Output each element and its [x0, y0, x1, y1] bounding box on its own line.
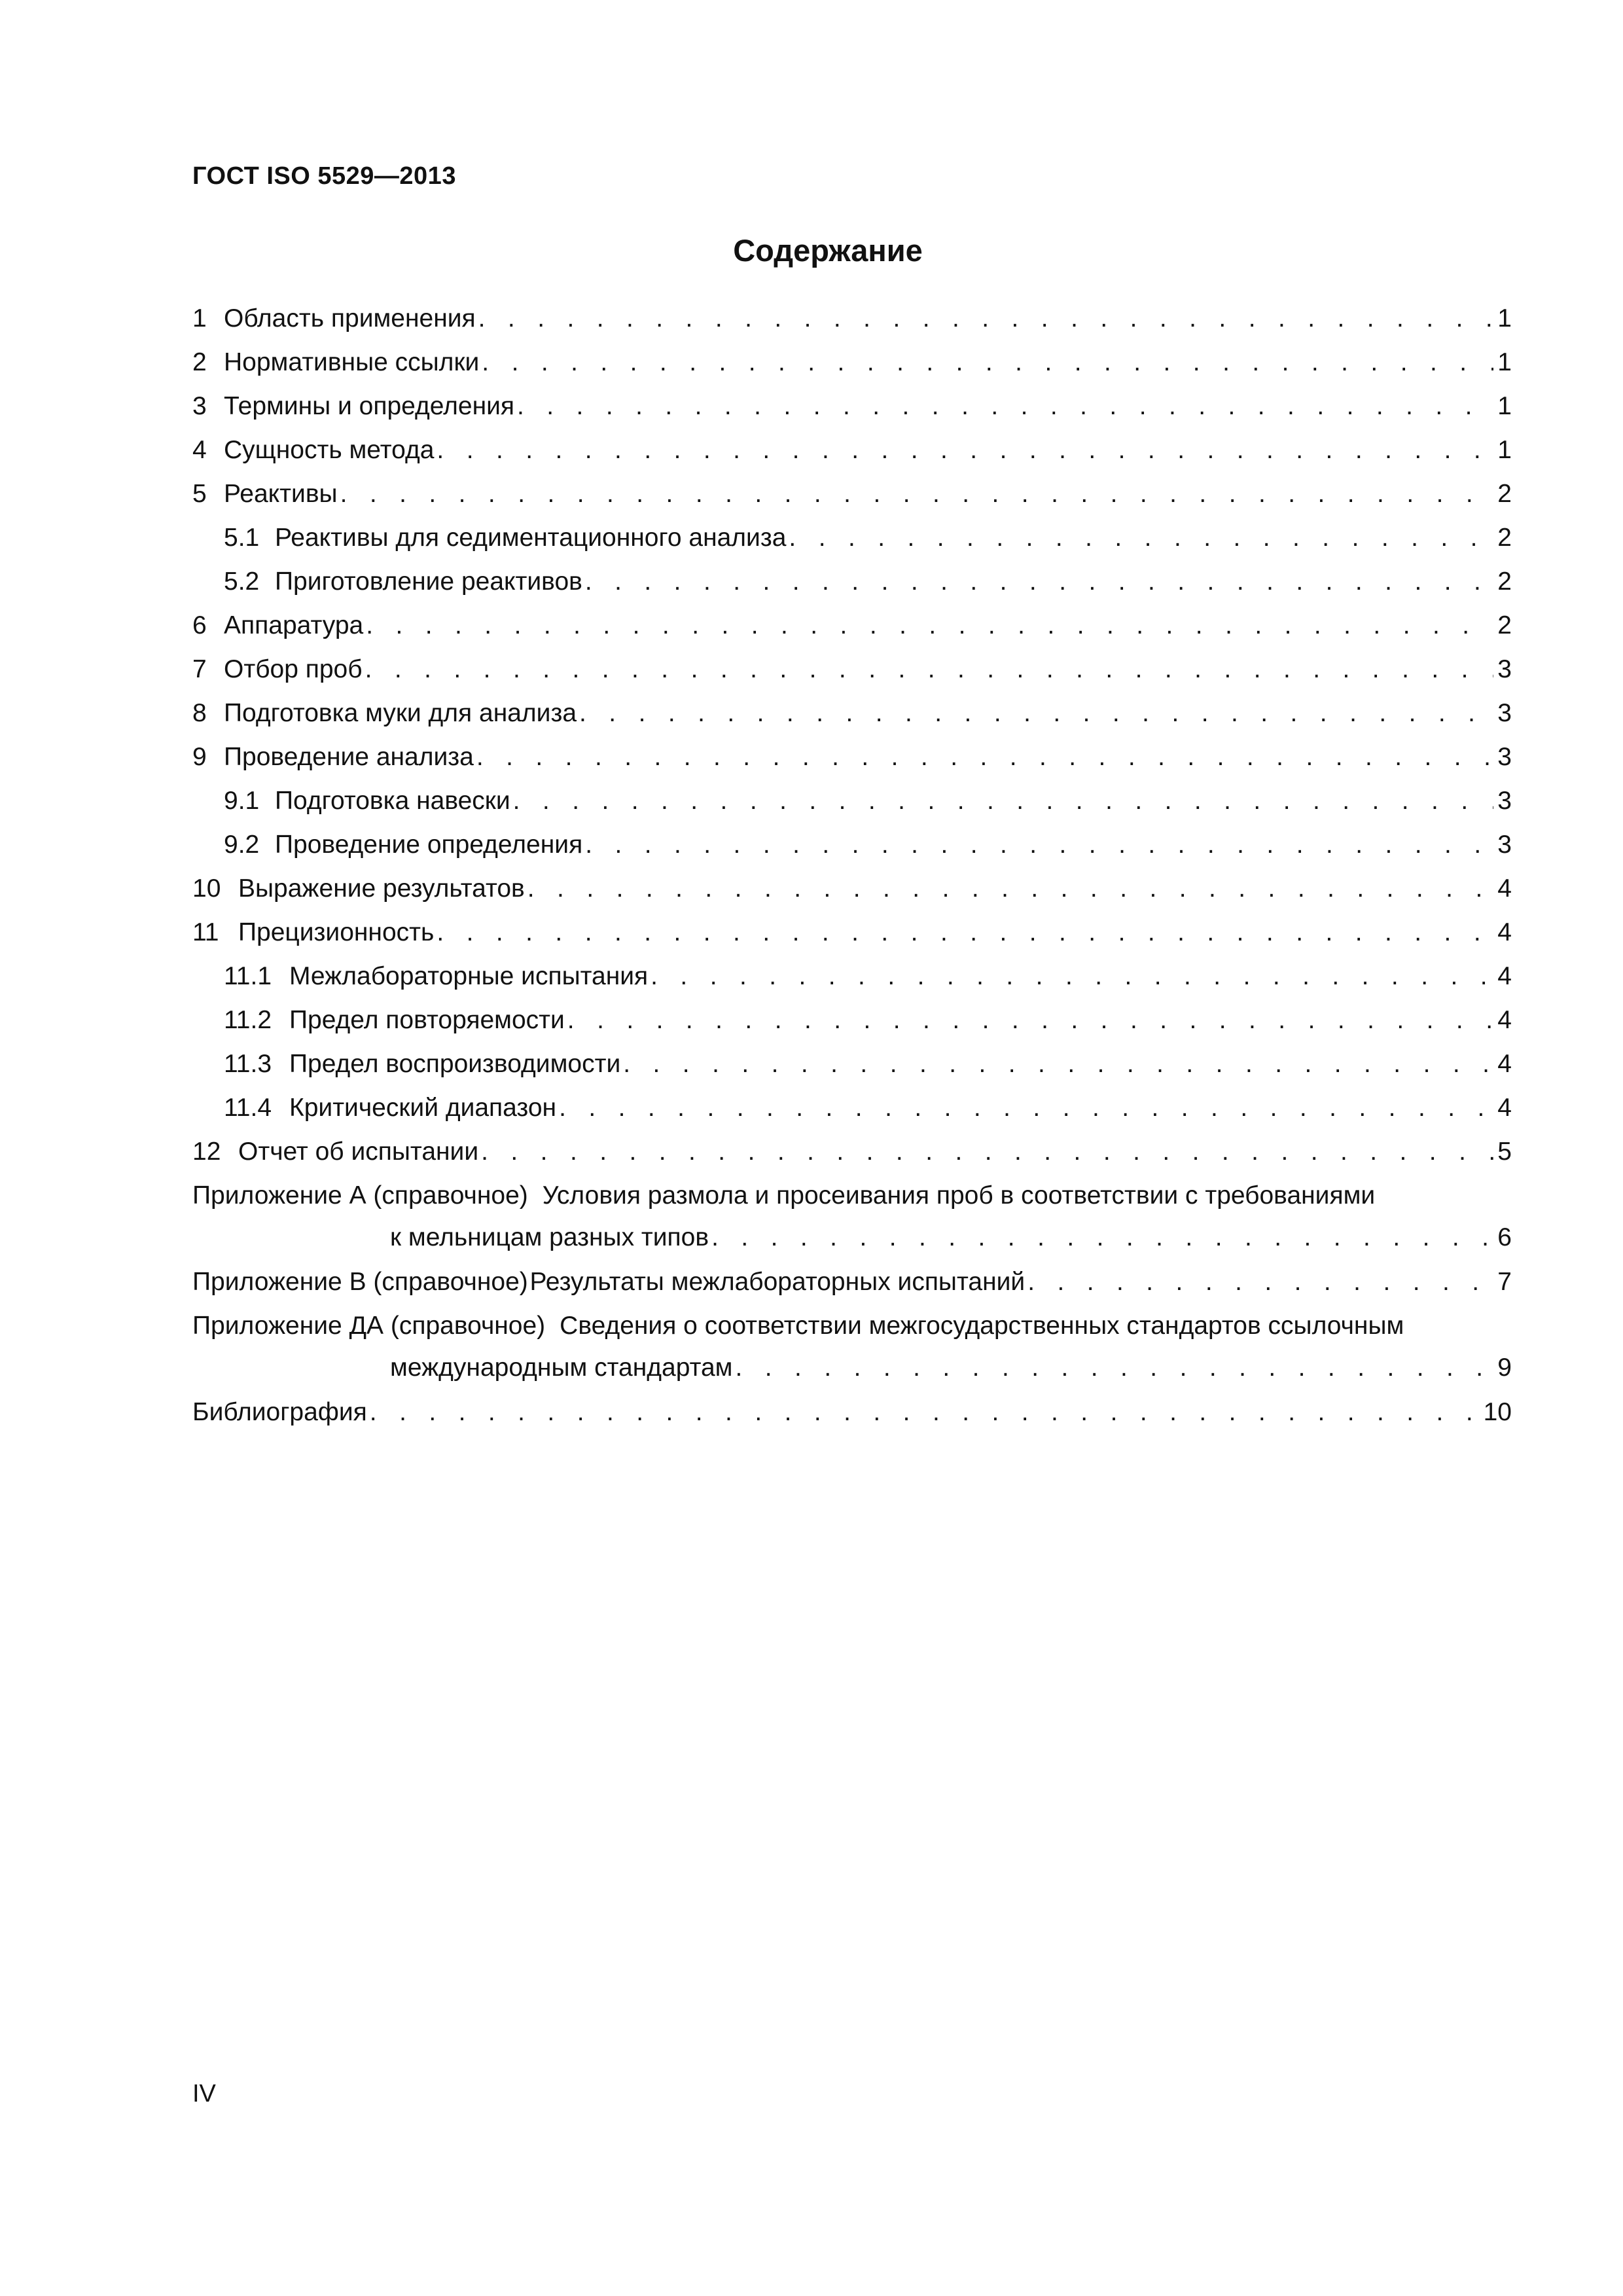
toc-leader-dots	[736, 1347, 1494, 1389]
toc-entry-11-1[interactable]	[192, 956, 1512, 999]
toc-leader-dots	[585, 561, 1493, 603]
toc-entry-5[interactable]	[192, 473, 1512, 517]
toc-entry-text: Термины и определения	[224, 392, 515, 420]
toc-entry-page: 4	[1497, 962, 1512, 990]
toc-entry-text: Отчет об испытании	[238, 1138, 479, 1166]
toc-leader-dots	[527, 868, 1493, 910]
toc-entry-11[interactable]	[192, 912, 1512, 956]
toc-entry-page: 3	[1497, 699, 1512, 727]
toc-entry-number: 6	[192, 611, 207, 639]
toc-entry-text: Реактивы для седиментационного анализа	[275, 524, 787, 552]
toc-leader-dots	[476, 736, 1493, 778]
toc-entry-3[interactable]	[192, 386, 1512, 429]
toc-entry-5-1[interactable]	[192, 517, 1512, 561]
toc-entry-page: 4	[1497, 918, 1512, 946]
toc-entry-number: 9.2	[224, 831, 260, 859]
toc-entry-page: 9	[1497, 1354, 1512, 1382]
toc-entry-page: 4	[1497, 1006, 1512, 1034]
toc-entry-page: 2	[1497, 480, 1512, 508]
toc-entry-text: Нормативные ссылки	[224, 348, 480, 376]
toc-entry-9-1[interactable]	[192, 780, 1512, 824]
appendix-title: Результаты межлабораторных испытаний	[529, 1268, 1026, 1296]
toc-entry-number: 8	[192, 699, 207, 727]
toc-entry-text: Подготовка муки для анализа	[224, 699, 577, 727]
toc-entry-page: 10	[1483, 1398, 1512, 1426]
toc-entry-number: 11.4	[224, 1094, 272, 1122]
toc-entry-text: Критический диапазон	[289, 1094, 557, 1122]
toc-entry-text: Приготовление реактивов	[275, 567, 582, 596]
appendix-title-continued: к мельницам разных типов	[390, 1223, 709, 1251]
toc-leader-dots	[1027, 1261, 1493, 1303]
appendix-title-continued: международным стандартам	[390, 1354, 733, 1382]
toc-entry-number: 1	[192, 304, 207, 332]
toc-leader-dots	[517, 386, 1493, 427]
toc-entry-5-2[interactable]	[192, 561, 1512, 605]
toc-appendix-b[interactable]	[192, 1261, 1512, 1305]
toc-entry-text: Проведение анализа	[224, 743, 474, 771]
toc-entry-number: 9.1	[224, 787, 260, 815]
toc-entry-12[interactable]	[192, 1131, 1512, 1175]
toc-entry-number: 3	[192, 392, 207, 420]
toc-entry-page: 1	[1497, 304, 1512, 332]
toc-entry-page: 4	[1497, 1094, 1512, 1122]
toc-entry-1[interactable]	[192, 298, 1512, 342]
toc-entry-9-2[interactable]	[192, 824, 1512, 868]
page-title: Содержание	[733, 233, 923, 268]
toc-leader-dots	[567, 999, 1493, 1041]
toc-entry-11-4[interactable]	[192, 1087, 1512, 1131]
toc-entry-page: 7	[1497, 1268, 1512, 1296]
toc-entry-number: 11	[192, 918, 219, 946]
toc-entry-9[interactable]	[192, 736, 1512, 780]
toc-entry-number: 11.3	[224, 1050, 272, 1078]
toc-entry-page: 3	[1497, 743, 1512, 771]
toc-entry-text: Прецизионность	[238, 918, 435, 946]
toc-entry-number: 12	[192, 1138, 221, 1166]
toc-entry-text: Проведение определения	[275, 831, 583, 859]
toc-leader-dots	[513, 780, 1493, 822]
toc-entry-number: 5.1	[224, 524, 260, 552]
toc-entry-page: 2	[1497, 524, 1512, 552]
toc-appendix-a[interactable]	[192, 1175, 1512, 1261]
toc-entry-text: Предел воспроизводимости	[289, 1050, 621, 1078]
toc-entry-page: 1	[1497, 348, 1512, 376]
toc-leader-dots	[579, 692, 1493, 734]
appendix-title: Условия размола и просеивания проб в соответствии с требованиями	[542, 1181, 1376, 1210]
toc-leader-dots	[340, 473, 1493, 515]
toc-entry-4[interactable]	[192, 429, 1512, 473]
table-of-contents	[192, 298, 1512, 1435]
toc-entry-page: 2	[1497, 611, 1512, 639]
toc-entry-number: 10	[192, 874, 221, 903]
toc-entry-page: 6	[1497, 1223, 1512, 1251]
toc-entry-page: 3	[1497, 787, 1512, 815]
toc-entry-text: Область применения	[224, 304, 476, 332]
toc-leader-dots	[559, 1087, 1493, 1129]
toc-entry-2[interactable]	[192, 342, 1512, 386]
toc-entry-text: Аппаратура	[224, 611, 364, 639]
toc-entry-8[interactable]	[192, 692, 1512, 736]
toc-leader-dots	[370, 1391, 1480, 1433]
toc-entry-page: 4	[1497, 1050, 1512, 1078]
toc-entry-number: 4	[192, 436, 207, 464]
toc-entry-page: 1	[1497, 436, 1512, 464]
toc-entry-number: 5.2	[224, 567, 260, 596]
toc-entry-page: 2	[1497, 567, 1512, 596]
appendix-label: Приложение ДА (справочное)	[192, 1312, 546, 1340]
toc-leader-dots	[437, 912, 1493, 954]
toc-leader-dots	[437, 429, 1493, 471]
toc-entry-text: Отбор проб	[224, 655, 363, 683]
toc-entry-number: 11.1	[224, 962, 272, 990]
toc-leader-dots	[585, 824, 1493, 866]
toc-leader-dots	[789, 517, 1493, 559]
toc-entry-11-2[interactable]	[192, 999, 1512, 1043]
toc-entry-7[interactable]	[192, 649, 1512, 692]
toc-entry-page: 3	[1497, 831, 1512, 859]
toc-entry-text: Сущность метода	[224, 436, 435, 464]
toc-entry-page: 3	[1497, 655, 1512, 683]
toc-leader-dots	[365, 649, 1493, 691]
toc-bibliography[interactable]	[192, 1391, 1512, 1435]
toc-entry-text: Библиография	[192, 1398, 367, 1426]
toc-entry-page: 5	[1497, 1138, 1512, 1166]
appendix-label: Приложение В (справочное)	[192, 1268, 528, 1296]
toc-entry-number: 7	[192, 655, 207, 683]
toc-appendix-da[interactable]	[192, 1305, 1512, 1391]
toc-leader-dots	[482, 342, 1493, 384]
toc-leader-dots	[366, 605, 1493, 647]
toc-entry-text: Предел повторяемости	[289, 1006, 565, 1034]
toc-entry-number: 2	[192, 348, 207, 376]
toc-entry-10[interactable]	[192, 868, 1512, 912]
toc-entry-11-3[interactable]	[192, 1043, 1512, 1087]
appendix-title: Сведения о соответствии межгосударственных стандартов ссылочным	[560, 1312, 1404, 1340]
toc-entry-text: Межлабораторные испытания	[289, 962, 649, 990]
toc-leader-dots	[478, 298, 1493, 340]
toc-entry-text: Выражение результатов	[238, 874, 525, 903]
page-number: IV	[192, 2080, 216, 2108]
toc-entry-number: 5	[192, 480, 207, 508]
appendix-label: Приложение А (справочное)	[192, 1181, 528, 1210]
toc-leader-dots	[481, 1131, 1493, 1173]
toc-entry-page: 4	[1497, 874, 1512, 903]
document-header: ГОСТ ISO 5529—2013	[192, 162, 456, 190]
toc-entry-text: Подготовка навески	[275, 787, 510, 815]
toc-entry-number: 11.2	[224, 1006, 272, 1034]
toc-entry-page: 1	[1497, 392, 1512, 420]
toc-leader-dots	[651, 956, 1493, 997]
toc-leader-dots	[711, 1217, 1493, 1259]
toc-entry-text: Реактивы	[224, 480, 338, 508]
toc-entry-6[interactable]	[192, 605, 1512, 649]
toc-entry-number: 9	[192, 743, 207, 771]
toc-leader-dots	[623, 1043, 1493, 1085]
